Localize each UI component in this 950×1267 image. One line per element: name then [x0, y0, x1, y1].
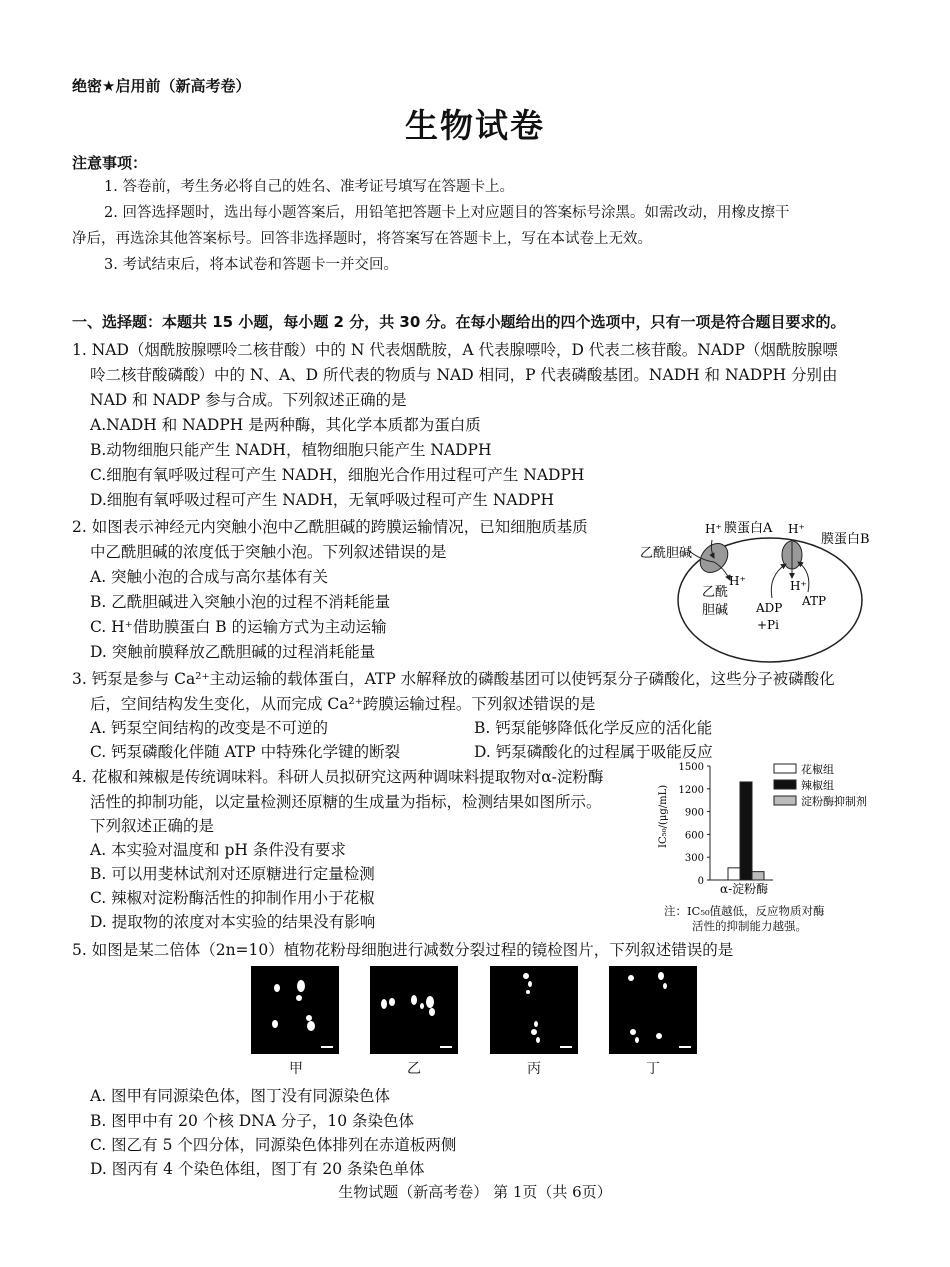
h-plus-label-b: H⁺: [788, 522, 805, 536]
q2-stem-1: 2. 如图表示神经元内突触小泡中乙酰胆碱的跨膜运输情况，已知细胞质基质: [72, 518, 588, 536]
h-plus-label-inner-b: H⁺: [790, 579, 807, 593]
q4-option-d: D. 提取物的浓度对本实验的结果没有影响: [90, 913, 376, 931]
chart-axes: [679, 762, 773, 887]
chart-y-tick-label: 600: [684, 830, 704, 842]
chart-bar-1: [740, 782, 752, 880]
chart-note-1: 注：IC₅₀值越低，反应物质对酶: [664, 904, 825, 918]
q3-option-d: D. 钙泵磷酸化的过程属于吸能反应: [474, 743, 713, 761]
chart-bars: [728, 782, 764, 880]
q3-option-a: A. 钙泵空间结构的改变是不可逆的: [90, 719, 329, 737]
vesicle-diagram: [640, 510, 885, 665]
chart-note-2: 活性的抑制能力越强。: [692, 919, 807, 933]
chart-y-tick-label: 0: [697, 876, 704, 887]
q2-option-d: D. 突触前膜释放乙酰胆碱的过程消耗能量: [90, 643, 376, 661]
q1-stem-2: 呤二核苷酸磷酸）中的 N、A、D 所代表的物质与 NAD 相同，P 代表磷酸基团。NADH 和 NADPH 分别由: [90, 366, 838, 384]
protein-b-label: 膜蛋白B: [821, 532, 870, 547]
chart-y-label: IC₅₀/(μg/mL): [658, 784, 669, 848]
legend-label-0: 花椒组: [801, 763, 834, 776]
legend-swatch-2: [774, 796, 796, 805]
panel-label-yi: 乙: [407, 1061, 421, 1077]
chart-y-tick-label: 900: [684, 807, 704, 819]
q1-option-c: C.细胞有氧呼吸过程可产生 NADH，细胞光合作用过程可产生 NADPH: [90, 466, 585, 484]
q1-option-a: A.NADH 和 NADPH 是两种酶，其化学本质都为蛋白质: [90, 416, 481, 434]
micrograph-ding: [609, 966, 697, 1054]
atp-label: ATP: [802, 594, 827, 608]
h-plus-label-a: H⁺: [705, 522, 722, 536]
chart-legend: [774, 762, 867, 808]
q4-option-c: C. 辣椒对淀粉酶活性的抑制作用小于花椒: [90, 889, 375, 907]
notice-item-2: 2. 回答选择题时，选出每小题答案后，用铅笔把答题卡上对应题目的答案标号涂黑。如需改动，用橡皮擦干: [104, 205, 790, 221]
chart-y-tick-label: 300: [684, 853, 704, 865]
q5-stem: 5. 如图是某二倍体（2n=10）植物花粉母细胞进行减数分裂过程的镜检图片，下列叙述错误的是: [72, 941, 734, 959]
micrograph-bing: [490, 966, 578, 1054]
legend-label-2: 淀粉酶抑制剂: [801, 795, 867, 808]
q3-stem-2: 后，空间结构发生变化，从而完成 Ca²⁺跨膜运输过程。下列叙述错误的是: [90, 695, 596, 713]
page-footer: 生物试题（新高考卷） 第 1页（共 6页）: [338, 1183, 612, 1201]
q5-option-a: A. 图甲有同源染色体，图丁没有同源染色体: [90, 1087, 391, 1105]
pi-label: +Pi: [757, 618, 779, 632]
notice-item-1: 1. 答卷前，考生务必将自己的姓名、准考证号填写在答题卡上。: [104, 179, 514, 195]
confidential-mark: 绝密★启用前（新高考卷）: [72, 77, 251, 95]
micrograph-jia: [251, 966, 339, 1054]
chart-y-tick-label: 1500: [678, 762, 704, 773]
legend-swatch-1: [774, 780, 796, 789]
panel-label-bing: 丙: [527, 1061, 541, 1077]
ach-outer-label: 乙酰胆碱: [640, 546, 693, 561]
page-title: 生物试卷: [405, 106, 545, 145]
q1-stem-3: NAD 和 NADP 参与合成。下列叙述正确的是: [90, 391, 407, 409]
q2-option-a: A. 突触小泡的合成与高尔基体有关: [90, 568, 329, 586]
q1-stem-1: 1. NAD（烟酰胺腺嘌呤二核苷酸）中的 N 代表烟酰胺，A 代表腺嘌呤，D 代表二核苷酸。NADP（烟酰胺腺嘌: [72, 341, 838, 359]
notice-heading: 注意事项：: [72, 154, 148, 172]
q3-option-b: B. 钙泵能够降低化学反应的活化能: [474, 719, 713, 737]
q2-stem-2: 中乙酰胆碱的浓度低于突触小泡。下列叙述错误的是: [90, 543, 447, 561]
section-heading: 一、选择题：本题共 15 小题，每小题 2 分，共 30 分。在每小题给出的四个选项中，只有一项是符合题目要求的。: [72, 313, 846, 331]
ach-inner-label-1: 乙酰: [702, 585, 729, 600]
adp-label: ADP: [756, 601, 783, 615]
h-plus-label-inner: H⁺: [729, 574, 746, 588]
q1-option-d: D.细胞有氧呼吸过程可产生 NADH，无氧呼吸过程可产生 NADPH: [90, 491, 554, 509]
ach-inner-label-2: 胆碱: [702, 603, 729, 618]
chart-category-label: α-淀粉酶: [720, 882, 769, 896]
q4-stem-1: 4. 花椒和辣椒是传统调味料。科研人员拟研究这两种调味料提取物对α-淀粉酶: [72, 768, 604, 786]
notice-item-2-cont: 净后，再选涂其他答案标号。回答非选择题时，将答案写在答题卡上，写在本试卷上无效。: [72, 231, 652, 247]
q5-option-c: C. 图乙有 5 个四分体，同源染色体排列在赤道板两侧: [90, 1136, 457, 1154]
protein-a-label: 膜蛋白A: [724, 521, 773, 536]
q2-option-c: C. H⁺借助膜蛋白 B 的运输方式为主动运输: [90, 618, 387, 636]
q1-option-b: B.动物细胞只能产生 NADH，植物细胞只能产生 NADPH: [90, 441, 492, 459]
chart-bar-0: [728, 868, 740, 880]
legend-label-1: 辣椒组: [801, 779, 834, 792]
chart-y-tick-label: 1200: [678, 784, 704, 796]
notice-item-3: 3. 考试结束后，将本试卷和答题卡一并交回。: [104, 257, 398, 273]
q4-option-b: B. 可以用斐林试剂对还原糖进行定量检测: [90, 865, 375, 883]
q3-option-c: C. 钙泵磷酸化伴随 ATP 中特殊化学键的断裂: [90, 743, 401, 761]
q4-option-a: A. 本实验对温度和 pH 条件没有要求: [90, 841, 346, 859]
q5-option-b: B. 图甲中有 20 个核 DNA 分子，10 条染色体: [90, 1112, 415, 1130]
q3-stem-1: 3. 钙泵是参与 Ca²⁺主动运输的载体蛋白，ATP 水解释放的磷酸基团可以使钙泵分子磷酸化，这些分子被磷酸化: [72, 670, 835, 688]
q2-option-b: B. 乙酰胆碱进入突触小泡的过程不消耗能量: [90, 593, 391, 611]
chart-bar-2: [752, 872, 764, 880]
panel-label-jia: 甲: [289, 1061, 303, 1077]
q4-stem-2: 活性的抑制功能，以定量检测还原糖的生成量为指标，检测结果如图所示。: [90, 793, 602, 811]
ic50-bar-chart: [648, 758, 888, 898]
panel-label-ding: 丁: [646, 1061, 660, 1077]
micrograph-yi: [370, 966, 458, 1054]
q5-option-d: D. 图丙有 4 个染色体组，图丁有 20 条染色单体: [90, 1160, 425, 1178]
q4-stem-3: 下列叙述正确的是: [90, 817, 215, 835]
legend-swatch-0: [774, 764, 796, 773]
